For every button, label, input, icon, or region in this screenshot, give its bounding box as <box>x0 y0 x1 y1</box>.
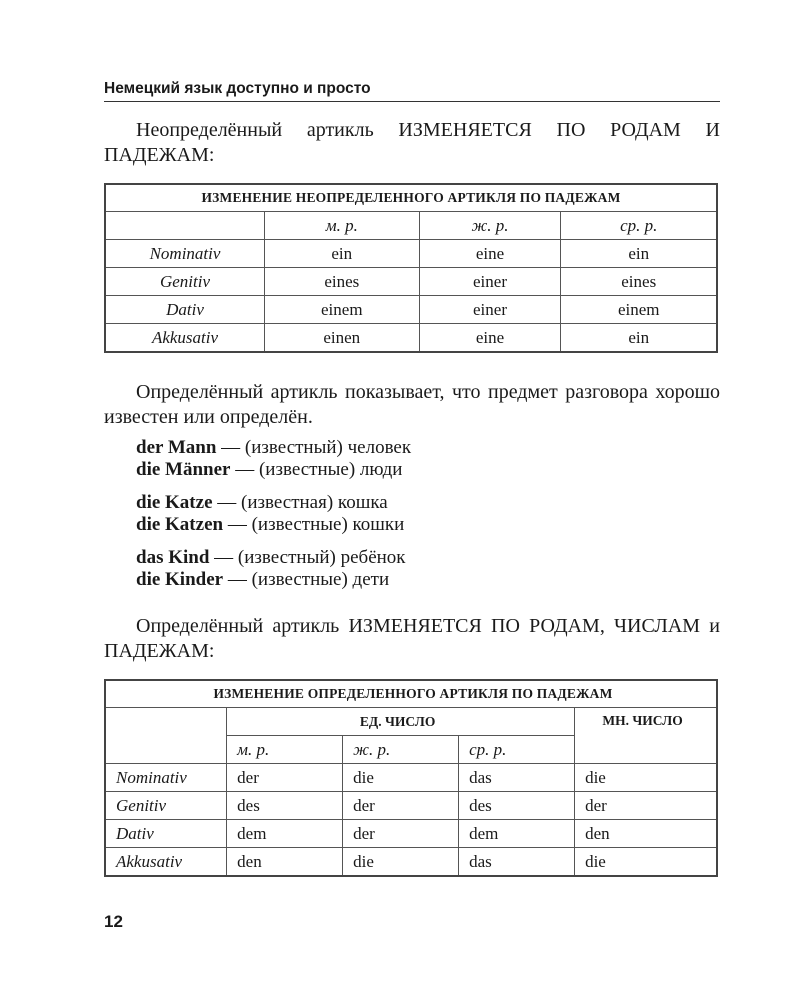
table-cell: einem <box>265 296 420 324</box>
table-cell: die <box>343 848 459 877</box>
table-cell: dem <box>227 820 343 848</box>
column-header-feminine: ж. р. <box>419 212 561 240</box>
plural-group-header: МН. ЧИСЛО <box>575 708 717 764</box>
table-cell: das <box>459 764 575 792</box>
table-cell: die <box>343 764 459 792</box>
example-gloss: — (известная) кошка <box>212 492 388 513</box>
table-cell: die <box>575 764 717 792</box>
example-line <box>136 547 406 569</box>
table-row <box>105 240 717 268</box>
table-cell: eine <box>419 324 561 353</box>
example-group-cat <box>136 492 404 536</box>
table-cell: die <box>575 848 717 877</box>
table-cell: des <box>459 792 575 820</box>
table-cell: eine <box>419 240 561 268</box>
paragraph-definite-article-meaning: Определённый артикль показывает, что предмет разговора хорошо известен или определён. <box>104 381 720 428</box>
table-cell: ein <box>265 240 420 268</box>
column-header-masculine: м. р. <box>265 212 420 240</box>
table-cell: einer <box>419 268 561 296</box>
example-gloss: — (известные) люди <box>230 459 403 480</box>
example-group-person <box>136 437 411 481</box>
column-header-neuter: ср. р. <box>459 736 575 764</box>
table-row <box>105 268 717 296</box>
case-label: Akkusativ <box>105 324 265 353</box>
table-row <box>105 848 717 877</box>
table-cell: einen <box>265 324 420 353</box>
example-gloss: — (известные) кошки <box>223 514 405 535</box>
example-line <box>136 514 404 536</box>
table-cell: den <box>227 848 343 877</box>
example-group-child <box>136 547 406 591</box>
table-cell: eines <box>265 268 420 296</box>
example-term: die Katzen <box>136 514 224 535</box>
table-cell: des <box>227 792 343 820</box>
case-label: Akkusativ <box>105 848 227 877</box>
table-row <box>105 764 717 792</box>
table-cell: der <box>343 792 459 820</box>
table-row <box>105 324 717 353</box>
column-header-feminine: ж. р. <box>343 736 459 764</box>
table-cell: einer <box>419 296 561 324</box>
table-row <box>105 792 717 820</box>
table-title: ИЗМЕНЕНИЕ НЕОПРЕДЕЛЕННОГО АРТИКЛЯ ПО ПАДЕЖАМ <box>105 184 717 212</box>
example-gloss: — (известные) дети <box>223 569 390 590</box>
case-label: Genitiv <box>105 268 265 296</box>
running-header: Немецкий язык доступно и просто <box>104 80 720 102</box>
example-term: das Kind <box>136 547 210 568</box>
table-title: ИЗМЕНЕНИЕ ОПРЕДЕЛЕННОГО АРТИКЛЯ ПО ПАДЕЖАМ <box>105 680 717 708</box>
example-gloss: — (известный) ребёнок <box>209 547 406 568</box>
indefinite-article-table <box>104 183 718 353</box>
table-cell: das <box>459 848 575 877</box>
table-cell: eines <box>561 268 717 296</box>
table-cell: dem <box>459 820 575 848</box>
case-label: Genitiv <box>105 792 227 820</box>
column-header-neuter: ср. р. <box>561 212 717 240</box>
paragraph-indefinite-article: Неопределённый артикль ИЗМЕНЯЕТСЯ ПО РОДАМ И ПАДЕЖАМ: <box>104 119 720 166</box>
example-line <box>136 569 406 591</box>
table-row <box>105 296 717 324</box>
case-label: Dativ <box>105 296 265 324</box>
table-cell: der <box>575 792 717 820</box>
page-number: 12 <box>104 912 123 931</box>
example-term: die Kinder <box>136 569 224 590</box>
example-gloss: — (известный) человек <box>216 437 412 458</box>
singular-group-header: ЕД. ЧИСЛО <box>227 708 575 736</box>
table-cell: einem <box>561 296 717 324</box>
example-line <box>136 459 411 481</box>
empty-corner-cell <box>105 708 227 764</box>
table-cell: den <box>575 820 717 848</box>
paragraph-definite-article-declension: Определённый артикль ИЗМЕНЯЕТСЯ ПО РОДАМ, ЧИСЛАМ и ПАДЕЖАМ: <box>104 615 720 662</box>
case-label: Nominativ <box>105 240 265 268</box>
table-cell: ein <box>561 240 717 268</box>
case-label: Nominativ <box>105 764 227 792</box>
column-header-masculine: м. р. <box>227 736 343 764</box>
example-term: die Katze <box>136 492 213 513</box>
table-cell: der <box>343 820 459 848</box>
case-label: Dativ <box>105 820 227 848</box>
empty-corner-cell <box>105 212 265 240</box>
example-line <box>136 492 404 514</box>
example-term: die Männer <box>136 459 231 480</box>
definite-article-table <box>104 679 718 877</box>
table-row <box>105 820 717 848</box>
example-line <box>136 437 411 459</box>
table-cell: der <box>227 764 343 792</box>
example-term: der Mann <box>136 437 217 458</box>
table-cell: ein <box>561 324 717 353</box>
